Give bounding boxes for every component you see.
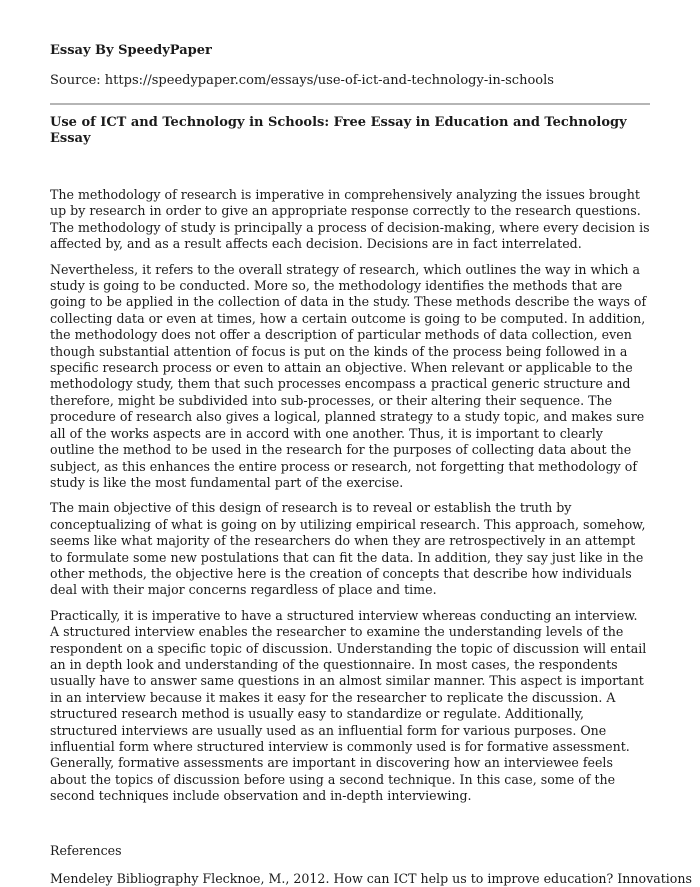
references-heading: References <box>50 842 122 858</box>
essay-body <box>50 187 650 805</box>
source-line: Source: https://speedypaper.com/essays/use-of-ict-and-technology-in-schools <box>50 73 554 88</box>
reference-entry: Mendeley Bibliography Flecknoe, M., 2012. How can ICT help us to improve education? Innovations <box>50 871 692 887</box>
essay-title: Use of ICT and Technology in Schools: Free Essay in Education and Technology Essay <box>50 115 627 146</box>
essay-paragraph-1: The methodology of research is imperative in comprehensively analyzing the issues brought up by research in order to give an appropriate response correctly to the research questions. The methodology of study is principally a process of decision-making, where every decision is affected by, and as a result affects each decision. Decisions are in fact interrelated. <box>50 187 650 252</box>
header-divider <box>50 103 650 105</box>
document-page <box>50 43 692 887</box>
essay-paragraph-2: Nevertheless, it refers to the overall strategy of research, which outlines the way in which a study is going to be conducted. More so, the methodology identifies the methods that are going to be applied in the collection of data in the study. These methods describe the ways of collecting data or even at times, how a certain outcome is going to be computed. In addition, the methodology does not offer a description of particular methods of data collection, even though substantial attention of focus is put on the kinds of the process being followed in a specific research process or even to attain an objective. When relevant or applicable to the methodology study, them that such processes encompass a practical generic structure and therefore, might be subdivided into sub-processes, or their altering their sequence. The procedure of research also gives a logical, planned strategy to a study topic, and makes sure all of the works aspects are in accord with one another. Thus, it is important to clearly outline the method to be used in the research for the purposes of collecting data about the subject, as this enhances the entire process or research, not forgetting that methodology of study is like the most fundamental part of the exercise. <box>50 261 647 490</box>
essay-paragraph-3: The main objective of this design of research is to reveal or establish the truth by conceptualizing of what is going on by utilizing empirical research. This approach, somehow, seems like what majority of the researchers do when they are retrospectively in an attempt to formulate some new postulations that can fit the data. In addition, they say just like in the other methods, the objective here is the creation of concepts that describe how individuals deal with their major concerns regardless of place and time. <box>50 500 646 598</box>
essay-paragraph-4: Practically, it is imperative to have a structured interview whereas conducting an interview. A structured interview enables the researcher to examine the understanding levels of the respondent on a specific topic of discussion. Understanding the topic of discussion will entail an in depth look and understanding of the questionnaire. In most cases, the respondents usually have to answer same questions in an almost similar manner. This aspect is important in an interview because it makes it easy for the researcher to replicate the discussion. A structured research method is usually easy to standardize or regulate. Additionally, structured interviews are usually used as an influential form for various purposes. One influential form where structured interview is commonly used is for formative assessment. Generally, formative assessments are important in discovering how an interviewee feels about the topics of discussion before using a second technique. In this case, some of the second techniques include observation and in-depth interviewing. <box>50 607 647 804</box>
document-header-title: Essay By SpeedyPaper <box>50 43 212 58</box>
